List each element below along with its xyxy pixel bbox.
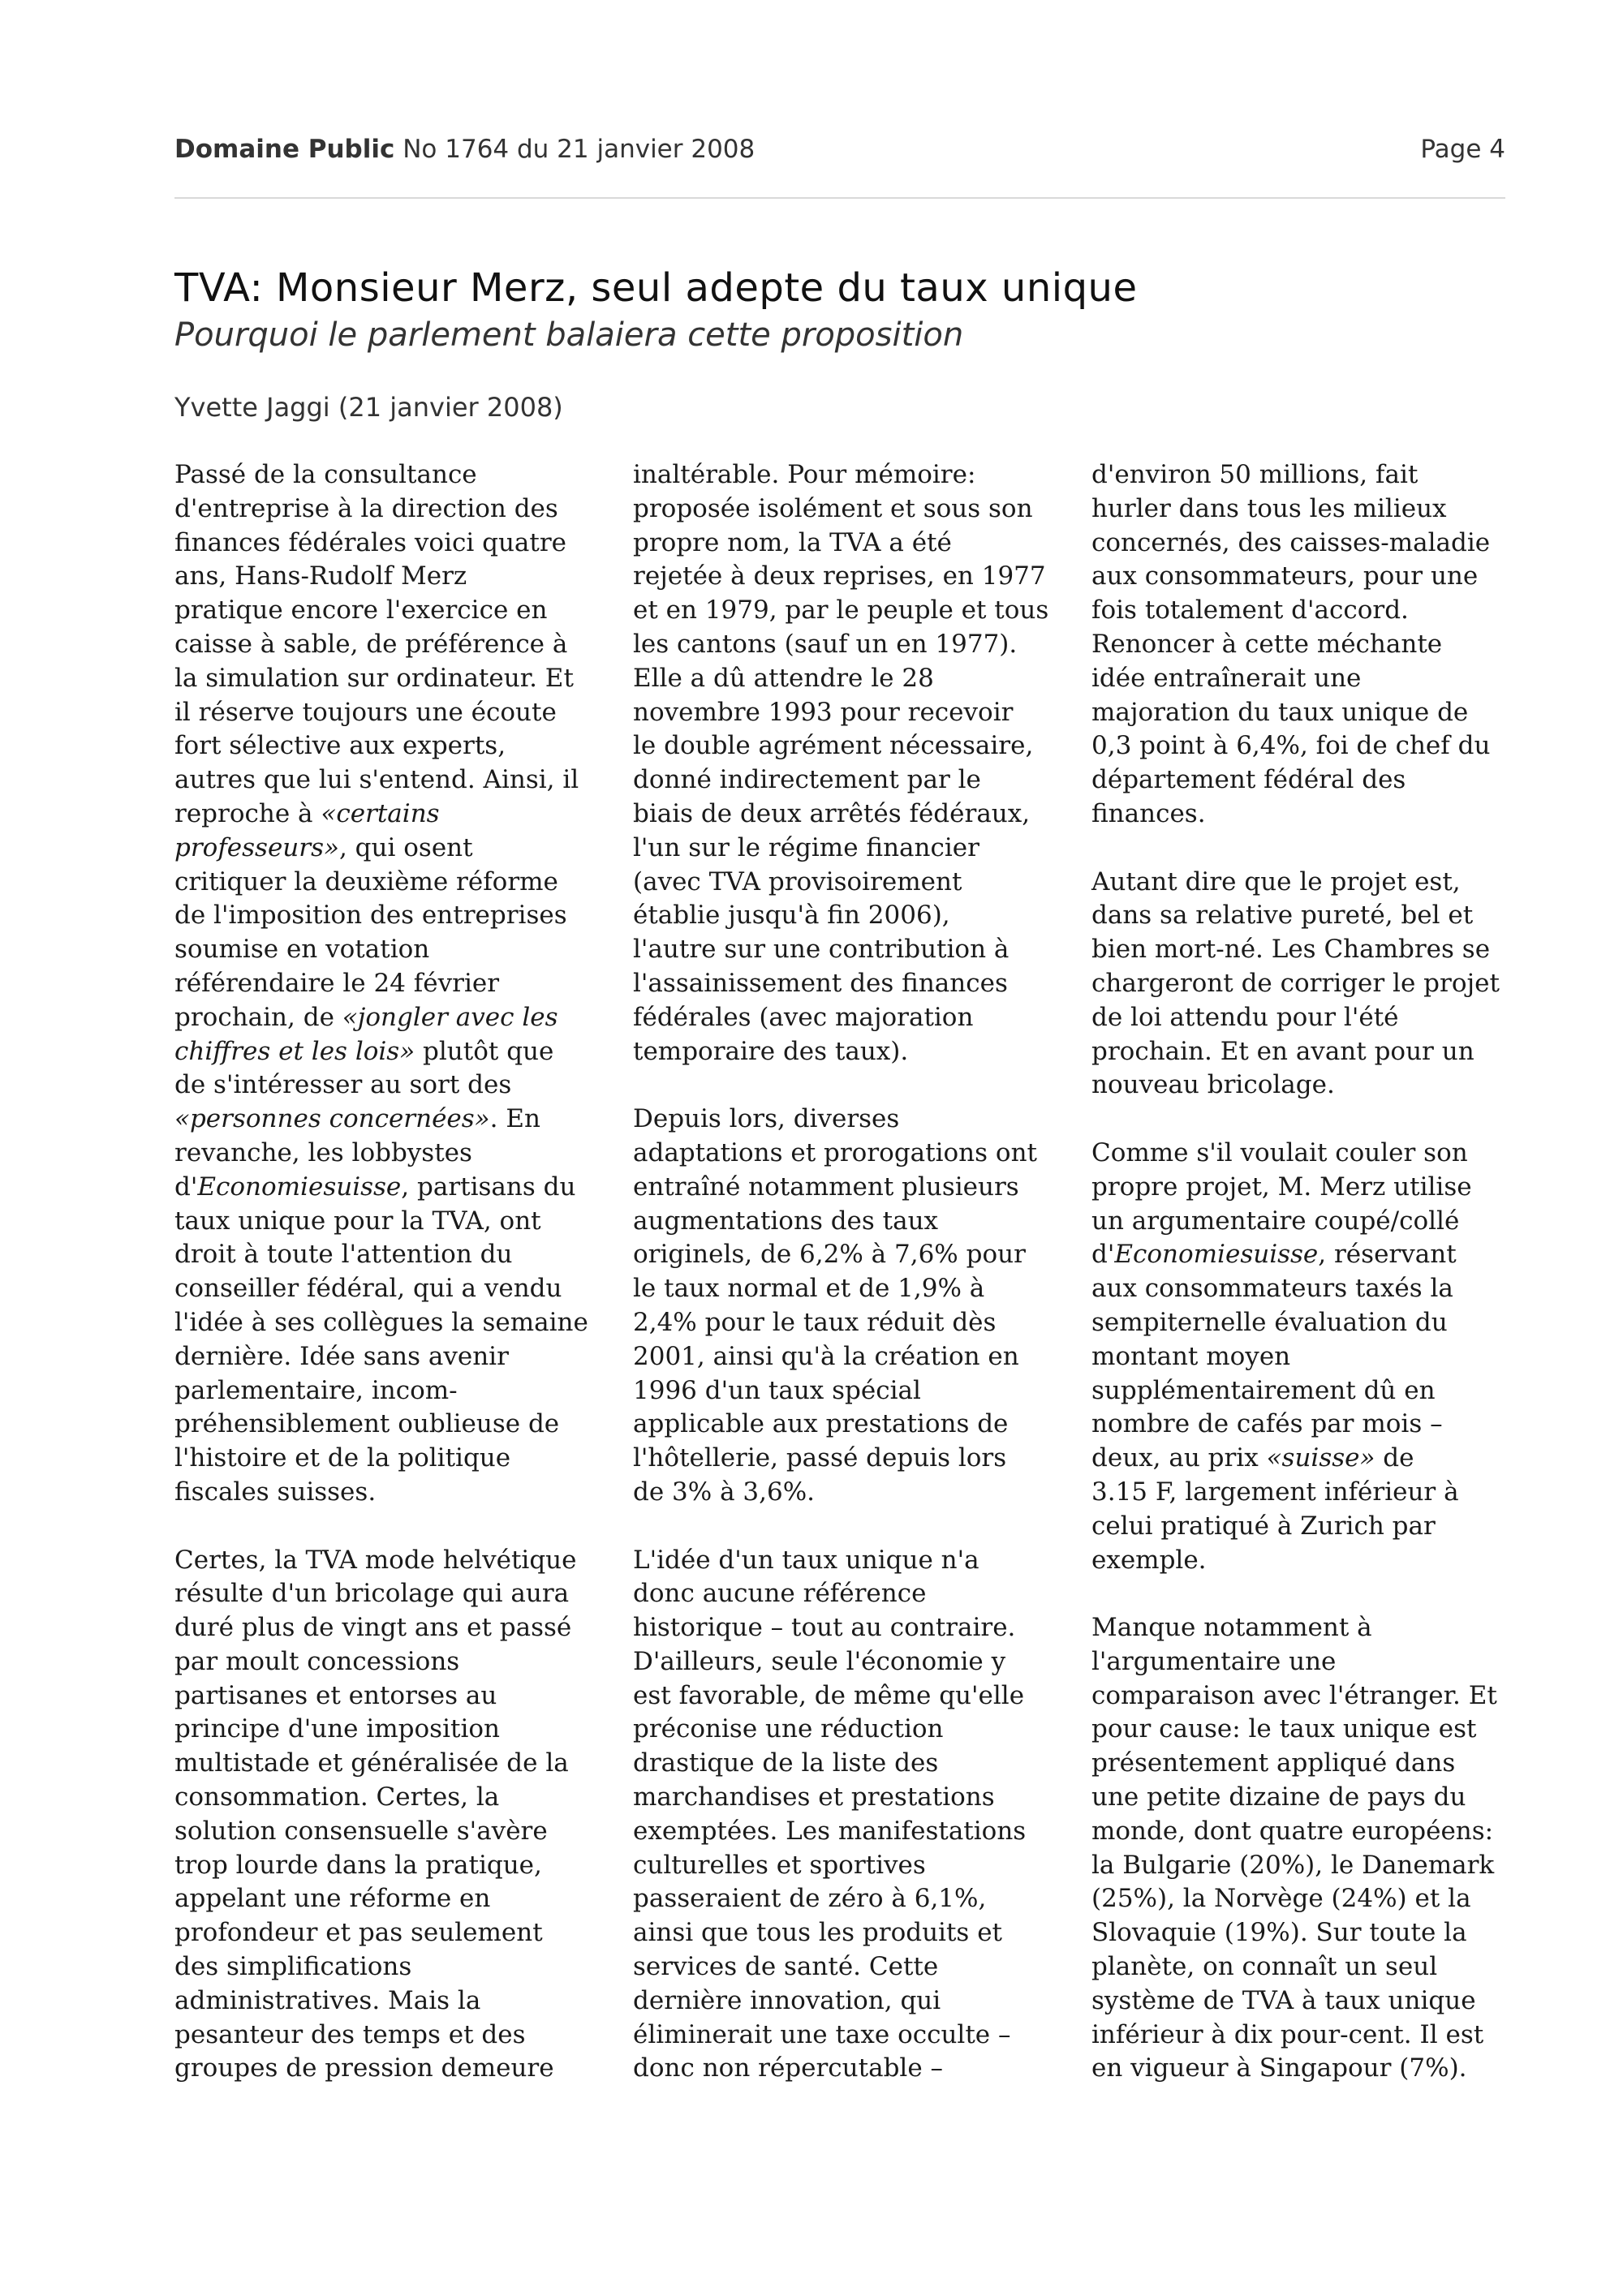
text-line: originels, de 6,2% à 7,6% pour [633, 1240, 1026, 1270]
text-line: dans sa relative pureté, bel et [1091, 901, 1474, 931]
text-line: préconise une réduction [633, 1714, 944, 1744]
text-line: 1996 d'un taux spécial [633, 1375, 921, 1405]
text-line: critiquer la deuxième réforme [174, 866, 558, 896]
text-line: 2,4% pour le taux réduit dès [633, 1307, 997, 1337]
text-line: prochain. Et en avant pour un [1091, 1036, 1474, 1066]
text-line: Elle a dû attendre le 28 [633, 663, 934, 693]
paragraph [1091, 1137, 1513, 1577]
text-line: il réserve toujours une écoute [174, 697, 557, 727]
text-line: soumise en votation [174, 935, 430, 965]
paragraph [1091, 1611, 1513, 2086]
text-line: référendaire le 24 février [174, 968, 500, 998]
text-line: planète, on connaît un seul [1091, 1952, 1438, 1982]
text-line: de s'intéresser au sort des [174, 1070, 512, 1100]
text-line: inférieur à dix pour-cent. Il est [1091, 2019, 1484, 2049]
text-line: solution consensuelle s'avère [174, 1816, 548, 1846]
text-line: supplémentairement dû en [1091, 1375, 1436, 1405]
text-line: duré plus de vingt ans et passé [174, 1613, 572, 1643]
text-line: concernés, des caisses-maladie [1091, 527, 1491, 557]
text-line: une petite dizaine de pays du [1091, 1782, 1466, 1812]
text-line: inaltérable. Pour mémoire: [633, 460, 976, 489]
text-line: donc aucune référence [633, 1579, 927, 1609]
paragraph [1091, 866, 1513, 1103]
header-divider [174, 197, 1505, 199]
text-line: Passé de la consultance [174, 460, 477, 489]
text-line: multistade et généralisée de la [174, 1748, 569, 1778]
text-line: exemptées. Les manifestations [633, 1816, 1027, 1846]
text-line: proposée isolément et sous son [633, 493, 1033, 523]
text-line: établie jusqu'à fin 2006), [633, 901, 950, 931]
text-line: de l'imposition des entreprises [174, 901, 567, 931]
text-line: Comme s'il voulait couler son [1091, 1137, 1468, 1167]
text-line: professeurs», qui osent [174, 832, 473, 862]
text-line: 3.15 F, largement inférieur à [1091, 1477, 1459, 1507]
publication-name: Domaine Public [174, 135, 395, 164]
text-line: nouveau bricolage. [1091, 1070, 1335, 1100]
text-line: aux consommateurs, pour une [1091, 561, 1479, 591]
text-line: un argumentaire coupé/collé [1091, 1206, 1460, 1236]
text-line: partisanes et entorses au [174, 1680, 497, 1710]
text-line: conseiller fédéral, qui a vendu [174, 1274, 562, 1304]
text-line: marchandises et prestations [633, 1782, 995, 1812]
article-column-2 [633, 458, 1055, 2120]
text-line: groupes de pression demeure [174, 2053, 554, 2083]
text-line: fédérales (avec majoration [633, 1002, 974, 1032]
text-line: l'hôtellerie, passé depuis lors [633, 1443, 1007, 1473]
text-line: drastique de la liste des [633, 1748, 939, 1778]
text-line: propre nom, la TVA a été [633, 527, 952, 557]
text-line: adaptations et prorogations ont [633, 1137, 1037, 1167]
text-line: système de TVA à taux unique [1091, 1985, 1476, 2015]
text-line: L'idée d'un taux unique n'a [633, 1545, 979, 1575]
text-line: comparaison avec l'étranger. Et [1091, 1680, 1497, 1710]
article-column-1 [174, 458, 596, 2120]
text-line: montant moyen [1091, 1341, 1291, 1371]
text-line: la simulation sur ordinateur. Et [174, 663, 574, 693]
text-line: (avec TVA provisoirement [633, 866, 962, 896]
text-line: la Bulgarie (20%), le Danemark [1091, 1850, 1495, 1880]
text-line: préhensiblement oublieuse de [174, 1409, 560, 1439]
text-line: chargeront de corriger le projet [1091, 968, 1500, 998]
text-line: ans, Hans-Rudolf Merz [174, 561, 467, 591]
article-byline: Yvette Jaggi (21 janvier 2008) [174, 392, 563, 423]
text-line: des simplifications [174, 1952, 412, 1982]
text-line: en vigueur à Singapour (7%). [1091, 2053, 1467, 2083]
text-line: pour cause: le taux unique est [1091, 1714, 1477, 1744]
text-line: département fédéral des [1091, 765, 1406, 795]
text-line: ainsi que tous les produits et [633, 1918, 1002, 1948]
text-line: monde, dont quatre européens: [1091, 1816, 1494, 1846]
text-line: applicable aux prestations de [633, 1409, 1009, 1439]
text-line: entraîné notamment plusieurs [633, 1172, 1019, 1202]
text-line: caisse à sable, de préférence à [174, 629, 568, 659]
text-line: le double agrément nécessaire, [633, 731, 1034, 761]
paragraph [174, 458, 596, 1510]
text-line: les cantons (sauf un en 1977). [633, 629, 1018, 659]
text-line: consommation. Certes, la [174, 1782, 500, 1812]
text-line: fois totalement d'accord. [1091, 595, 1409, 626]
text-line: passeraient de zéro à 6,1%, [633, 1884, 987, 1914]
text-line: 0,3 point à 6,4%, foi de chef du [1091, 731, 1491, 761]
text-line: par moult concessions [174, 1646, 460, 1676]
text-line: rejetée à deux reprises, en 1977 [633, 561, 1046, 591]
text-line: profondeur et pas seulement [174, 1918, 543, 1948]
text-line: de 3% à 3,6%. [633, 1477, 816, 1507]
text-line: novembre 1993 pour recevoir [633, 697, 1014, 727]
text-line: résulte d'un bricolage qui aura [174, 1579, 570, 1609]
text-line: pesanteur des temps et des [174, 2019, 526, 2049]
article-title: TVA: Monsieur Merz, seul adepte du taux unique [174, 265, 1138, 311]
text-line: l'idée à ses collègues la semaine [174, 1307, 588, 1337]
text-line: 2001, ainsi qu'à la création en [633, 1341, 1019, 1371]
paragraph [633, 458, 1055, 1068]
text-line: éliminerait une taxe occulte – [633, 2019, 1011, 2049]
text-line: appelant une réforme en [174, 1884, 491, 1914]
text-line: donné indirectement par le [633, 765, 981, 795]
text-line: l'argumentaire une [1091, 1646, 1337, 1676]
paragraph [633, 1544, 1055, 2087]
text-line: sempiternelle évaluation du [1091, 1307, 1448, 1337]
text-line: chiffres et les lois» plutôt que [174, 1036, 554, 1066]
text-line: l'assainissement des finances [633, 968, 1008, 998]
text-line: temporaire des taux). [633, 1036, 909, 1066]
text-line: revanche, les lobbystes [174, 1137, 472, 1167]
text-line: présentement appliqué dans [1091, 1748, 1456, 1778]
text-line: nombre de cafés par mois – [1091, 1409, 1443, 1439]
text-line: d'entreprise à la direction des [174, 493, 558, 523]
text-line: autres que lui s'entend. Ainsi, il [174, 765, 579, 795]
text-line: et en 1979, par le peuple et tous [633, 595, 1049, 626]
text-line: (25%), la Norvège (24%) et la [1091, 1884, 1471, 1914]
text-line: est favorable, de même qu'elle [633, 1680, 1025, 1710]
text-line: «personnes concernées». En [174, 1104, 540, 1134]
paragraph [633, 1103, 1055, 1510]
text-line: bien mort-né. Les Chambres se [1091, 935, 1491, 965]
text-line: culturelles et sportives [633, 1850, 926, 1880]
text-line: deux, au prix «suisse» de [1091, 1443, 1414, 1473]
text-line: Slovaquie (19%). Sur toute la [1091, 1918, 1467, 1948]
text-line: exemple. [1091, 1545, 1207, 1575]
text-line: dernière. Idée sans avenir [174, 1341, 509, 1371]
article-subtitle: Pourquoi le parlement balaiera cette proposition [174, 316, 964, 354]
text-line: Renoncer à cette méchante [1091, 629, 1443, 659]
text-line: administratives. Mais la [174, 1985, 481, 2015]
text-line: Manque notamment à [1091, 1613, 1372, 1643]
text-line: dernière innovation, qui [633, 1985, 941, 2015]
text-line: l'histoire et de la politique [174, 1443, 511, 1473]
text-line: le taux normal et de 1,9% à [633, 1274, 985, 1304]
paragraph [1091, 458, 1513, 832]
paragraph [174, 1544, 596, 2087]
text-line: Autant dire que le projet est, [1091, 866, 1461, 896]
text-line: Certes, la TVA mode helvétique [174, 1545, 577, 1575]
text-line: reproche à «certains [174, 798, 440, 828]
text-line: l'autre sur une contribution à [633, 935, 1010, 965]
text-line: biais de deux arrêtés fédéraux, [633, 798, 1031, 828]
text-line: parlementaire, incom- [174, 1375, 458, 1405]
text-line: augmentations des taux [633, 1206, 939, 1236]
text-line: fort sélective aux experts, [174, 731, 506, 761]
text-line: propre projet, M. Merz utilise [1091, 1172, 1472, 1202]
text-line: hurler dans tous les milieux [1091, 493, 1447, 523]
text-line: principe d'une imposition [174, 1714, 501, 1744]
text-line: fiscales suisses. [174, 1477, 377, 1507]
text-line: finances fédérales voici quatre [174, 527, 567, 557]
text-line: prochain, de «jongler avec les [174, 1002, 558, 1032]
issue-info: No 1764 du 21 janvier 2008 [403, 135, 756, 164]
text-line: majoration du taux unique de [1091, 697, 1469, 727]
page-header [174, 135, 1505, 164]
text-line: finances. [1091, 798, 1206, 828]
text-line: historique – tout au contraire. [633, 1613, 1016, 1643]
text-line: idée entraînerait une [1091, 663, 1362, 693]
text-line: de loi attendu pour l'été [1091, 1002, 1399, 1032]
text-line: D'ailleurs, seule l'économie y [633, 1646, 1006, 1676]
text-line: pratique encore l'exercice en [174, 595, 548, 626]
page-number: Page 4 [1420, 135, 1505, 164]
text-line: d'environ 50 millions, fait [1091, 460, 1419, 489]
article-column-3 [1091, 458, 1513, 2120]
text-line: d'Economiesuisse, partisans du [174, 1172, 576, 1202]
text-line: droit à toute l'attention du [174, 1240, 513, 1270]
text-line: aux consommateurs taxés la [1091, 1274, 1453, 1304]
text-line: celui pratiqué à Zurich par [1091, 1511, 1436, 1541]
text-line: l'un sur le régime financier [633, 832, 979, 862]
text-line: taux unique pour la TVA, ont [174, 1206, 541, 1236]
text-line: trop lourde dans la pratique, [174, 1850, 542, 1880]
text-line: services de santé. Cette [633, 1952, 939, 1982]
text-line: Depuis lors, diverses [633, 1104, 900, 1134]
text-line: d'Economiesuisse, réservant [1091, 1240, 1457, 1270]
text-line: donc non répercutable – [633, 2053, 944, 2083]
